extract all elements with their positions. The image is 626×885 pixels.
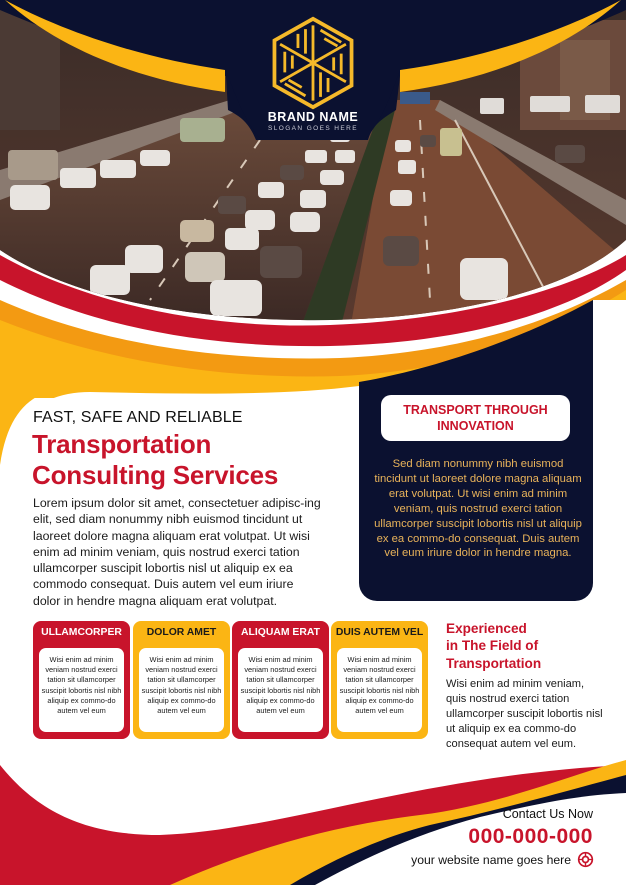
badge-line-2: INNOVATION (437, 419, 514, 433)
hexagon-chevron-logo-icon (266, 16, 360, 110)
card-title: ALIQUAM ERAT (241, 627, 320, 638)
innovation-text: Sed diam nonummy nibh euismod tincidunt ut laoreet dolore magna aliquam erat volutpat. Ut wisi enim ad minim veniam, quis nostrud exerci tation ullamcorper suscipit lobortis nisl ut aliquip ex ea commo-do consequat. Duis autem vel eum iriure dolor in hendre magna. (374, 458, 582, 560)
card-body: Wisi enim ad minim veniam nostrud exerci tation sit ullamcorper suscipit lobortis nisl nibh aliquip ex commo-do autem vel eum (238, 648, 323, 732)
badge-line-1: TRANSPORT THROUGH (403, 403, 548, 417)
intro-paragraph: Lorem ipsum dolor sit amet, consectetuer adipisc-ing elit, sed diam nonummy nibh euismod tincidunt ut laoreet dolore magna aliquam erat volutpat. Ut wisi enim ad minim veniam, quis nostrud exerci tation ullamcorper suscipit lobortis nisl ut aliquip ex ea commodo consequat. Duis autem vel eum iriure dolor in hendre magna aliquam erat volutpat. (33, 496, 321, 608)
card-body: Wisi enim ad minim veniam nostrud exerci tation sit ullamcorper suscipit lobortis nisl nibh aliquip ex commo-do autem vel eum (337, 648, 422, 732)
feature-card (33, 621, 130, 739)
brand-slogan: SLOGAN GOES HERE (268, 125, 358, 132)
phone-number[interactable]: 000-000-000 (468, 825, 593, 848)
title-line-1: Transportation (32, 429, 212, 459)
card-body: Wisi enim ad minim veniam nostrud exerci tation sit ullamcorper suscipit lobortis nisl nibh aliquip ex commo-do autem vel eum (39, 648, 124, 732)
card-title: ULLAMCORPER (41, 627, 122, 638)
contact-label: Contact Us Now (502, 807, 593, 821)
experience-title (446, 620, 541, 672)
globe-icon (577, 851, 594, 868)
title-line-2: Consulting Services (32, 460, 279, 490)
card-title: DUIS AUTEM VEL (335, 627, 424, 638)
tagline: FAST, SAFE AND RELIABLE (33, 409, 243, 426)
website-link[interactable]: your website name goes here (411, 853, 571, 867)
experience-title-line-2: in The Field of (446, 638, 539, 654)
experience-title-line-3: Transportation (446, 655, 542, 671)
card-body: Wisi enim ad minim veniam nostrud exerci tation sit ullamcorper suscipit lobortis nisl nibh aliquip ex commo-do autem vel eum (139, 648, 224, 732)
feature-card (232, 621, 329, 739)
experience-title-line-1: Experienced (446, 621, 527, 636)
feature-card (331, 621, 428, 739)
brand-name: BRAND NAME (267, 110, 359, 124)
card-title: DOLOR AMET (146, 627, 217, 638)
page-title (32, 429, 278, 491)
innovation-badge (381, 395, 570, 441)
feature-card (133, 621, 230, 739)
experience-text: Wisi enim ad minim veniam, quis nostrud exerci tation ullamcorper suscipit lobortis nisl ut aliquip ex ea commo-do consequat autem vel eum. (446, 678, 603, 750)
